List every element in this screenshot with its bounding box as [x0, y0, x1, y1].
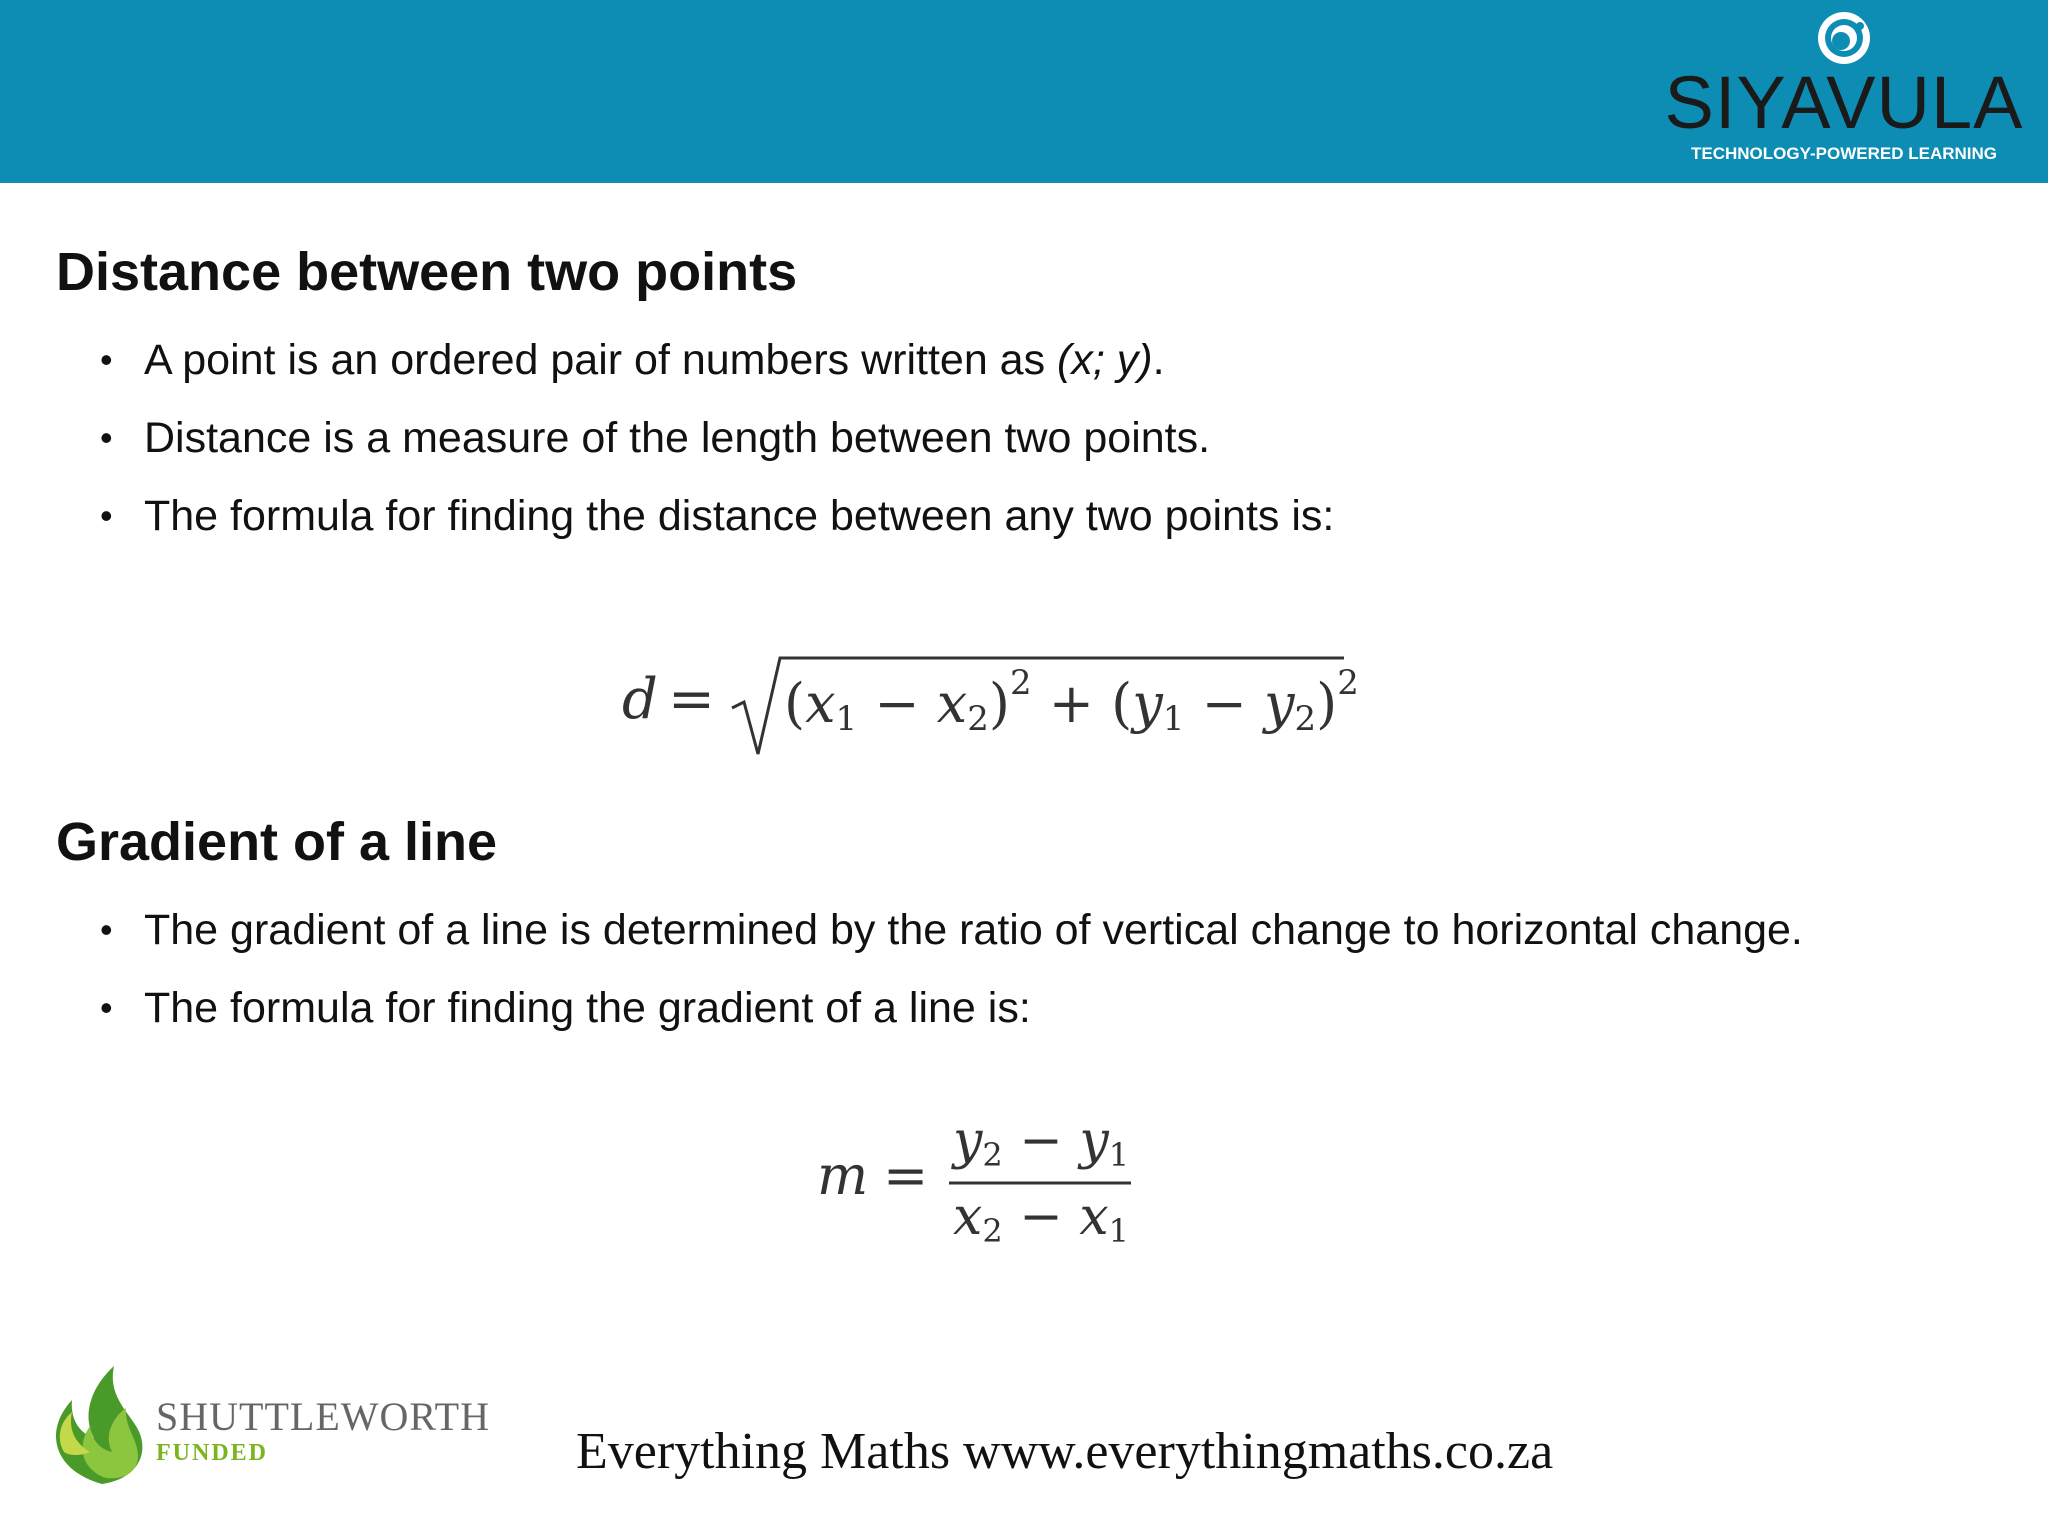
siyavula-wordmark: SIYAVULA [1664, 61, 2024, 144]
footer-text: Everything Maths www.everythingmaths.co.za [576, 1423, 1554, 1480]
bullet-glyph: • [100, 417, 113, 458]
list-item [100, 321, 1334, 399]
gradient-bullet-list [100, 891, 1803, 1047]
svg-text:x2 − x1: x2 − x1 [953, 1187, 1130, 1250]
formula-lhs-d: d [622, 667, 658, 732]
siyavula-logo [1664, 8, 2024, 168]
shuttleworth-logo-graphic [42, 1360, 512, 1490]
distance-bullet-list [100, 321, 1334, 555]
bullet-glyph: • [100, 339, 113, 380]
distance-formula-graphic [620, 650, 1359, 770]
bullet-suffix: . [1152, 336, 1165, 384]
svg-text:y2 − y1: y2 − y1 [953, 1111, 1130, 1174]
sponsor-name: SHUTTLEWORTH [156, 1394, 490, 1439]
bullet-glyph: • [100, 987, 113, 1028]
formula-equals: = [883, 1144, 929, 1207]
formula-equals: = [668, 667, 715, 732]
bullet-text: The gradient of a line is determined by the ratio of vertical change to horizontal change. [144, 906, 1803, 954]
flame-icon [56, 1366, 142, 1484]
formula-lhs-m: m [817, 1144, 869, 1207]
bullet-glyph: • [100, 909, 113, 950]
shuttleworth-logo [42, 1360, 512, 1490]
siyavula-tagline: TECHNOLOGY-POWERED LEARNING [1690, 144, 1998, 163]
section-heading-gradient: Gradient of a line [56, 812, 498, 872]
svg-text:(x1 − x2)2 + (y1 − y2)2: $(x1 - x2)^2 + (y1 - y2)^2$ [784, 663, 1359, 739]
gradient-formula-graphic [815, 1110, 1145, 1260]
sponsor-sub: FUNDED [156, 1440, 268, 1466]
bullet-text: Distance is a measure of the length between two points. [144, 414, 1211, 462]
point-notation: (x; y) [1057, 336, 1153, 384]
section-heading-distance: Distance between two points [56, 242, 798, 302]
bullet-text: The formula for finding the distance between any two points is: [144, 492, 1335, 540]
bullet-glyph: • [100, 495, 113, 536]
list-item [100, 891, 1803, 969]
list-item [100, 399, 1334, 477]
bullet-text: A point is an ordered pair of numbers written as [144, 336, 1058, 384]
distance-formula [620, 650, 1359, 784]
header-bar [0, 0, 2048, 183]
list-item [100, 477, 1334, 555]
list-item [100, 969, 1803, 1047]
gradient-formula [815, 1110, 1145, 1274]
bullet-text: The formula for finding the gradient of a line is: [144, 984, 1031, 1032]
siyavula-logo-graphic [1664, 8, 2024, 168]
